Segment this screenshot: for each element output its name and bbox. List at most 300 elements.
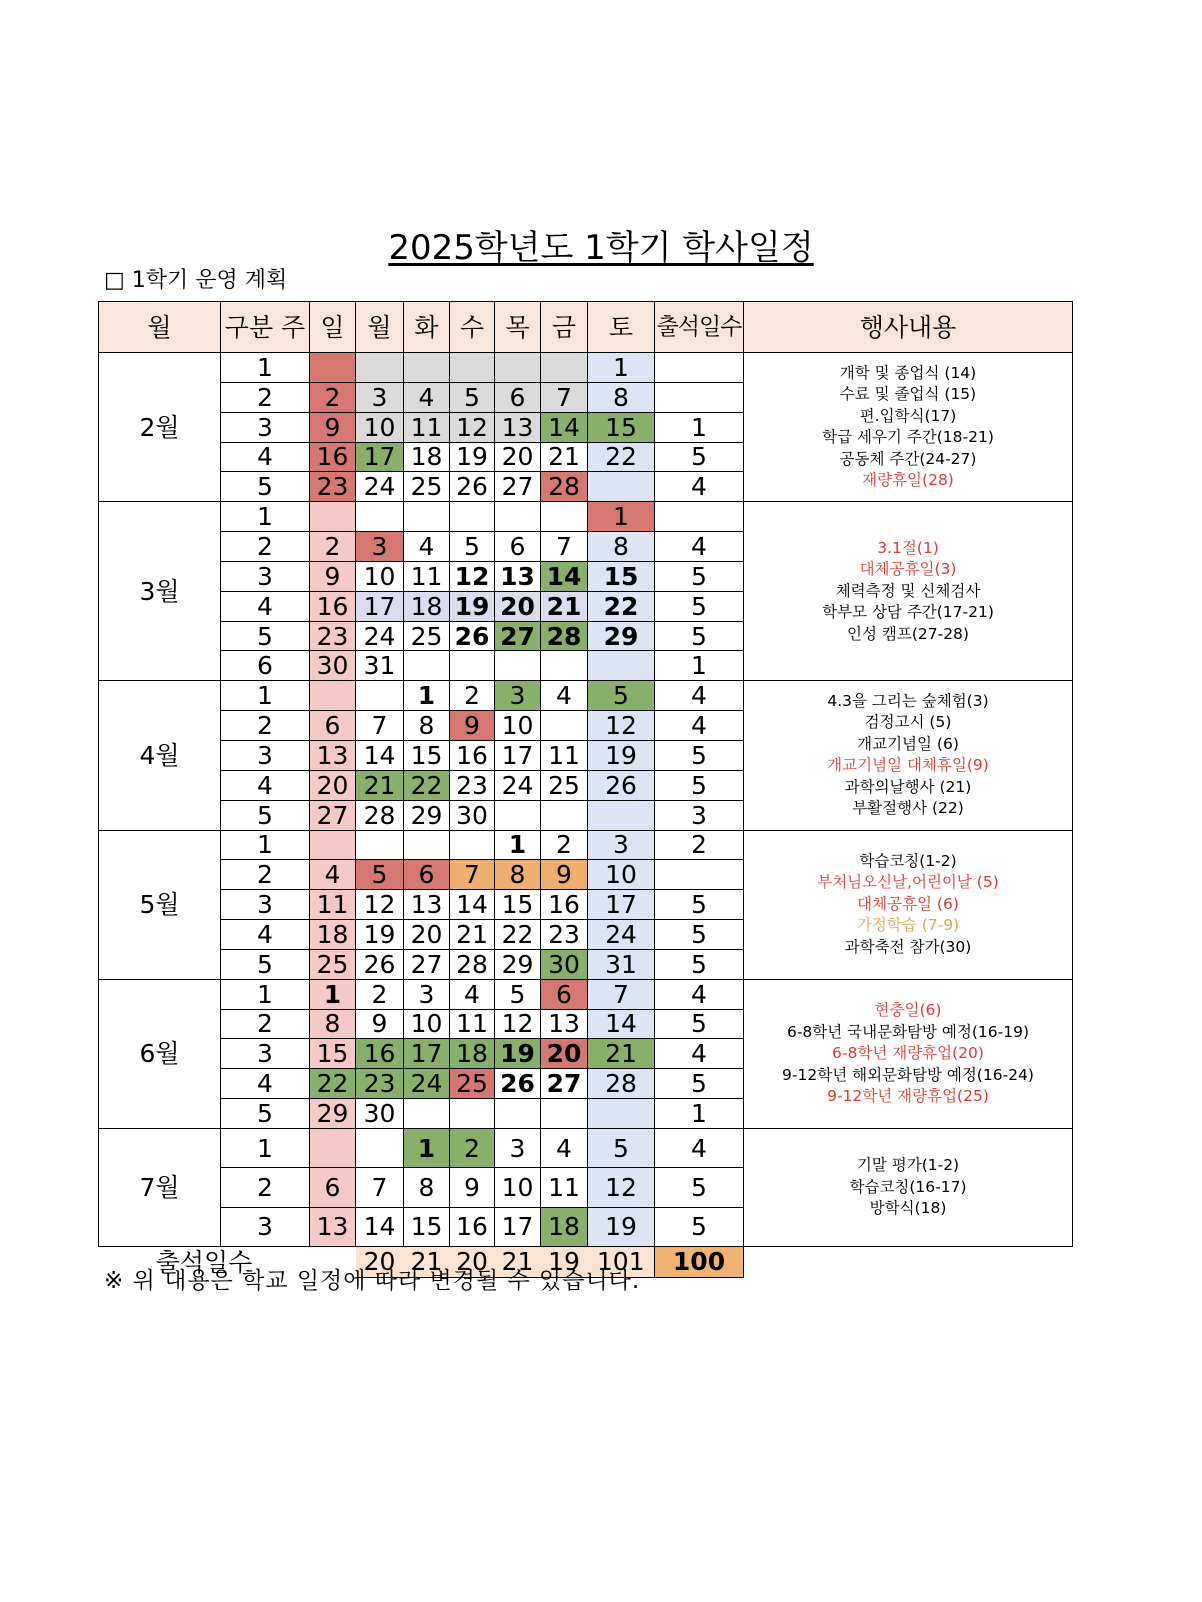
attendance-days [655,353,744,383]
day-cell-tue: 6 [404,860,450,890]
page-title-text: 2025학년도 1학기 학사일정 [388,228,814,268]
event-item: 수료 및 졸업식 (15) [839,385,977,404]
attendance-days: 4 [655,472,744,502]
day-cell-thu: 26 [495,1069,541,1099]
day-cell-mon [356,681,404,711]
event-item: 공동체 주간(24-27) [839,449,977,468]
day-cell-sat: 22 [588,442,655,472]
day-cell-sun: 11 [310,890,356,920]
day-cell-sat: 15 [588,412,655,442]
event-item: 인성 캠프(27-28) [847,624,969,643]
week-number: 5 [221,472,310,502]
day-cell-tue: 3 [404,979,450,1009]
attendance-days: 5 [655,621,744,651]
day-cell-wed [450,830,495,860]
day-cell-sat: 17 [588,890,655,920]
day-cell-mon: 3 [356,382,404,412]
week-number: 3 [221,890,310,920]
attendance-days: 5 [655,740,744,770]
day-cell-tue: 24 [404,1069,450,1099]
events-cell [744,353,1073,502]
event-item: 방학식(18) [869,1199,947,1218]
day-cell-mon: 28 [356,800,404,830]
day-cell-sat [588,800,655,830]
day-cell-thu [495,1099,541,1129]
day-cell-thu: 17 [495,740,541,770]
day-cell-wed: 9 [450,711,495,741]
day-cell-mon: 9 [356,1009,404,1039]
day-cell-tue: 15 [404,1207,450,1246]
day-cell-tue: 1 [404,1128,450,1167]
totals-label: 출석일수 [155,1247,253,1277]
attendance-days: 5 [655,949,744,979]
day-cell-wed: 4 [450,979,495,1009]
week-number: 1 [221,979,310,1009]
event-item: 9-12학년 재량휴업(25) [827,1087,989,1106]
day-cell-tue: 22 [404,770,450,800]
event-item: 3.1절(1) [877,538,939,557]
attendance-days: 5 [655,591,744,621]
day-cell-wed: 19 [450,591,495,621]
day-cell-fri [541,651,588,681]
day-cell-fri: 11 [541,740,588,770]
day-cell-mon: 17 [356,591,404,621]
day-cell-sat: 26 [588,770,655,800]
day-cell-fri: 18 [541,1207,588,1246]
day-cell-fri: 9 [541,860,588,890]
attendance-days: 5 [655,1207,744,1246]
day-cell-tue [404,830,450,860]
event-item: 현충일(6) [874,1001,942,1020]
day-cell-thu: 20 [495,442,541,472]
week-number: 4 [221,1069,310,1099]
day-cell-thu: 13 [495,412,541,442]
day-cell-sat [588,472,655,502]
day-cell-sat: 5 [588,681,655,711]
day-cell-fri: 14 [541,561,588,591]
day-cell-wed [450,353,495,383]
day-cell-mon: 3 [356,532,404,562]
day-cell-mon: 24 [356,621,404,651]
month-label: 4월 [99,681,221,830]
day-cell-sun: 30 [310,651,356,681]
event-item: 9-12학년 해외문화탐방 예정(16-24) [782,1065,1034,1084]
day-cell-sun: 18 [310,920,356,950]
week-number: 4 [221,920,310,950]
total-sat: 101 [588,1246,655,1277]
day-cell-mon [356,830,404,860]
day-cell-fri: 23 [541,920,588,950]
day-cell-wed: 2 [450,1128,495,1167]
day-cell-sun [310,681,356,711]
day-cell-tue: 10 [404,1009,450,1039]
day-cell-wed: 16 [450,1207,495,1246]
attendance-days: 4 [655,979,744,1009]
day-cell-fri [541,711,588,741]
day-cell-fri: 25 [541,770,588,800]
event-item: 가정학습 (7-9) [856,916,960,935]
day-cell-mon: 30 [356,1099,404,1129]
day-cell-thu [495,800,541,830]
week-row [99,830,1073,860]
day-cell-sun: 13 [310,740,356,770]
day-cell-fri [541,1099,588,1129]
attendance-days: 1 [655,412,744,442]
day-cell-mon: 21 [356,770,404,800]
week-row [99,979,1073,1009]
event-item: 6-8학년 재량휴업(20) [832,1044,984,1063]
attendance-days: 5 [655,770,744,800]
day-cell-fri: 13 [541,1009,588,1039]
day-cell-sat: 12 [588,711,655,741]
week-number: 5 [221,621,310,651]
day-cell-sun: 15 [310,1039,356,1069]
day-cell-fri: 7 [541,532,588,562]
event-item: 부활절행사 (22) [852,799,964,818]
day-cell-wed [450,651,495,681]
attendance-days: 1 [655,651,744,681]
day-cell-mon: 2 [356,979,404,1009]
header-wed: 수 [450,302,495,353]
page-title [0,226,1202,270]
section-label: □ 1학기 운영 계획 [104,268,288,293]
day-cell-tue [404,1099,450,1129]
attendance-days: 5 [655,561,744,591]
day-cell-thu: 27 [495,472,541,502]
attendance-days: 5 [655,1069,744,1099]
totals-empty [744,1246,1073,1277]
total-tue: 21 [404,1246,450,1277]
day-cell-sun: 9 [310,561,356,591]
day-cell-sun: 16 [310,591,356,621]
week-number: 2 [221,382,310,412]
attendance-days: 5 [655,890,744,920]
day-cell-mon: 14 [356,1207,404,1246]
day-cell-sat: 12 [588,1168,655,1207]
day-cell-thu: 13 [495,561,541,591]
attendance-days: 4 [655,711,744,741]
day-cell-sat: 28 [588,1069,655,1099]
day-cell-sat: 14 [588,1009,655,1039]
day-cell-mon [356,1128,404,1167]
day-cell-mon [356,502,404,532]
day-cell-wed: 9 [450,1168,495,1207]
attendance-days: 1 [655,1099,744,1129]
week-number: 4 [221,442,310,472]
header-thu: 목 [495,302,541,353]
month-label: 6월 [99,979,221,1128]
day-cell-fri: 7 [541,382,588,412]
day-cell-sat: 19 [588,740,655,770]
day-cell-tue: 15 [404,740,450,770]
total-wed: 20 [450,1246,495,1277]
events-cell [744,979,1073,1128]
day-cell-sat: 8 [588,382,655,412]
day-cell-sun: 23 [310,621,356,651]
day-cell-wed: 18 [450,1039,495,1069]
attendance-days: 5 [655,920,744,950]
day-cell-sun [310,502,356,532]
total-thu: 21 [495,1246,541,1277]
day-cell-sun: 6 [310,711,356,741]
month-label: 5월 [99,830,221,979]
day-cell-tue: 17 [404,1039,450,1069]
day-cell-sun: 1 [310,979,356,1009]
week-number: 5 [221,800,310,830]
attendance-days: 2 [655,830,744,860]
day-cell-tue: 8 [404,711,450,741]
month-label: 2월 [99,353,221,502]
day-cell-mon: 5 [356,860,404,890]
week-number: 3 [221,740,310,770]
event-item: 과학축전 참가(30) [844,937,972,956]
header-tue: 화 [404,302,450,353]
day-cell-fri: 4 [541,681,588,711]
attendance-days [655,502,744,532]
day-cell-mon: 7 [356,1168,404,1207]
day-cell-sat: 1 [588,353,655,383]
day-cell-wed: 11 [450,1009,495,1039]
day-cell-thu: 10 [495,1168,541,1207]
attendance-days: 5 [655,442,744,472]
day-cell-thu: 5 [495,979,541,1009]
day-cell-fri: 6 [541,979,588,1009]
attendance-days: 4 [655,1128,744,1167]
header-attendance: 출석일수 [655,302,744,353]
day-cell-wed: 12 [450,412,495,442]
day-cell-fri: 21 [541,442,588,472]
day-cell-thu: 17 [495,1207,541,1246]
day-cell-mon: 19 [356,920,404,950]
day-cell-sun [310,830,356,860]
week-number: 2 [221,1168,310,1207]
day-cell-sun: 6 [310,1168,356,1207]
events-cell [744,681,1073,830]
week-row [99,681,1073,711]
week-number: 1 [221,1128,310,1167]
day-cell-sun [310,353,356,383]
day-cell-fri: 30 [541,949,588,979]
event-item: 과학의날행사 (21) [844,777,972,796]
day-cell-sat: 22 [588,591,655,621]
day-cell-fri [541,353,588,383]
event-item: 개교기념일 (6) [857,734,959,753]
day-cell-fri: 16 [541,890,588,920]
attendance-days: 4 [655,681,744,711]
day-cell-thu: 3 [495,1128,541,1167]
day-cell-sat: 1 [588,502,655,532]
day-cell-fri: 14 [541,412,588,442]
events-cell [744,1128,1073,1246]
day-cell-mon: 7 [356,711,404,741]
footnote: ※ 위 내용은 학교 일정에 따라 변경될 수 있습니다. [104,1268,641,1294]
day-cell-tue: 18 [404,442,450,472]
day-cell-mon: 31 [356,651,404,681]
week-number: 2 [221,1009,310,1039]
day-cell-tue: 13 [404,890,450,920]
day-cell-wed: 16 [450,740,495,770]
day-cell-mon: 16 [356,1039,404,1069]
day-cell-wed [450,502,495,532]
total-mon: 20 [356,1246,404,1277]
month-label: 7월 [99,1128,221,1246]
header-sat: 토 [588,302,655,353]
day-cell-wed: 2 [450,681,495,711]
attendance-days: 5 [655,1168,744,1207]
day-cell-sat: 8 [588,532,655,562]
day-cell-fri: 27 [541,1069,588,1099]
day-cell-thu: 15 [495,890,541,920]
event-item: 부처님오신날,어린이날 (5) [817,873,999,892]
day-cell-wed: 7 [450,860,495,890]
event-item: 학습코칭(16-17) [849,1177,967,1196]
day-cell-sat: 15 [588,561,655,591]
day-cell-wed: 14 [450,890,495,920]
day-cell-thu: 22 [495,920,541,950]
attendance-days: 3 [655,800,744,830]
day-cell-mon: 10 [356,412,404,442]
day-cell-wed [450,1099,495,1129]
week-row [99,353,1073,383]
day-cell-fri: 21 [541,591,588,621]
day-cell-thu: 8 [495,860,541,890]
header-row [99,302,1073,353]
event-item: 대체공휴일 (6) [857,894,959,913]
day-cell-sat: 7 [588,979,655,1009]
day-cell-sat [588,651,655,681]
event-item: 6-8학년 국내문화탐방 예정(16-19) [786,1022,1030,1041]
week-number: 1 [221,681,310,711]
day-cell-thu: 3 [495,681,541,711]
event-item: 학습코칭(1-2) [859,851,957,870]
day-cell-sat: 19 [588,1207,655,1246]
week-number: 2 [221,860,310,890]
header-mon: 월 [356,302,404,353]
day-cell-mon: 24 [356,472,404,502]
day-cell-thu: 19 [495,1039,541,1069]
day-cell-thu: 20 [495,591,541,621]
day-cell-mon: 17 [356,442,404,472]
day-cell-sun: 25 [310,949,356,979]
week-number: 3 [221,1039,310,1069]
day-cell-fri: 28 [541,472,588,502]
week-number: 4 [221,770,310,800]
week-number: 2 [221,532,310,562]
day-cell-thu: 6 [495,382,541,412]
day-cell-wed: 26 [450,621,495,651]
day-cell-tue: 4 [404,532,450,562]
day-cell-sun: 2 [310,532,356,562]
day-cell-sun: 4 [310,860,356,890]
header-week: 구분 주 [221,302,310,353]
day-cell-sun: 23 [310,472,356,502]
day-cell-mon [356,353,404,383]
day-cell-thu [495,651,541,681]
week-row [99,502,1073,532]
day-cell-tue: 20 [404,920,450,950]
day-cell-thu: 29 [495,949,541,979]
day-cell-sat: 31 [588,949,655,979]
event-item: 기말 평가(1-2) [856,1156,960,1175]
day-cell-mon: 10 [356,561,404,591]
event-item: 대체공휴일(3) [859,560,957,578]
day-cell-sat: 24 [588,920,655,950]
day-cell-mon: 14 [356,740,404,770]
day-cell-wed: 19 [450,442,495,472]
day-cell-wed: 26 [450,472,495,502]
day-cell-fri [541,800,588,830]
week-number: 6 [221,651,310,681]
day-cell-mon: 26 [356,949,404,979]
day-cell-thu: 6 [495,532,541,562]
day-cell-tue: 11 [404,561,450,591]
attendance-days [655,382,744,412]
event-item: 학부모 상담 주간(17-21) [822,603,994,621]
day-cell-fri [541,502,588,532]
day-cell-sat: 5 [588,1128,655,1167]
month-label: 3월 [99,502,221,681]
day-cell-wed: 5 [450,532,495,562]
header-fri: 금 [541,302,588,353]
day-cell-tue: 1 [404,681,450,711]
day-cell-tue: 18 [404,591,450,621]
day-cell-sun: 8 [310,1009,356,1039]
schedule-body [99,302,1073,1278]
day-cell-sun: 2 [310,382,356,412]
day-cell-thu: 27 [495,621,541,651]
day-cell-sat: 21 [588,1039,655,1069]
day-cell-mon: 23 [356,1069,404,1099]
day-cell-wed: 28 [450,949,495,979]
day-cell-sat [588,1099,655,1129]
day-cell-sat: 3 [588,830,655,860]
day-cell-thu [495,502,541,532]
day-cell-fri: 4 [541,1128,588,1167]
day-cell-tue: 29 [404,800,450,830]
week-number: 5 [221,1099,310,1129]
day-cell-sun: 27 [310,800,356,830]
day-cell-sat: 29 [588,621,655,651]
week-number: 5 [221,949,310,979]
day-cell-sun: 20 [310,770,356,800]
event-item: 개교기념일 대체휴일(9) [827,756,989,775]
day-cell-sun [310,1128,356,1167]
day-cell-fri: 11 [541,1168,588,1207]
day-cell-thu: 1 [495,830,541,860]
day-cell-wed: 25 [450,1069,495,1099]
week-number: 1 [221,502,310,532]
schedule-table [98,301,1073,1278]
day-cell-thu: 10 [495,711,541,741]
day-cell-wed: 30 [450,800,495,830]
week-number: 1 [221,353,310,383]
day-cell-tue: 27 [404,949,450,979]
event-item: 학급 세우기 주간(18-21) [822,428,994,447]
header-month: 월 [99,302,221,353]
day-cell-wed: 23 [450,770,495,800]
week-number: 4 [221,591,310,621]
day-cell-thu: 24 [495,770,541,800]
event-item: 재량휴일(28) [862,471,954,490]
day-cell-tue: 4 [404,382,450,412]
event-item: 체력측정 및 신체검사 [835,581,981,600]
events-cell [744,502,1073,681]
week-number: 1 [221,830,310,860]
day-cell-thu: 12 [495,1009,541,1039]
week-number: 2 [221,711,310,741]
event-item: 4.3을 그리는 숲체험(3) [827,691,989,710]
day-cell-sat: 10 [588,860,655,890]
